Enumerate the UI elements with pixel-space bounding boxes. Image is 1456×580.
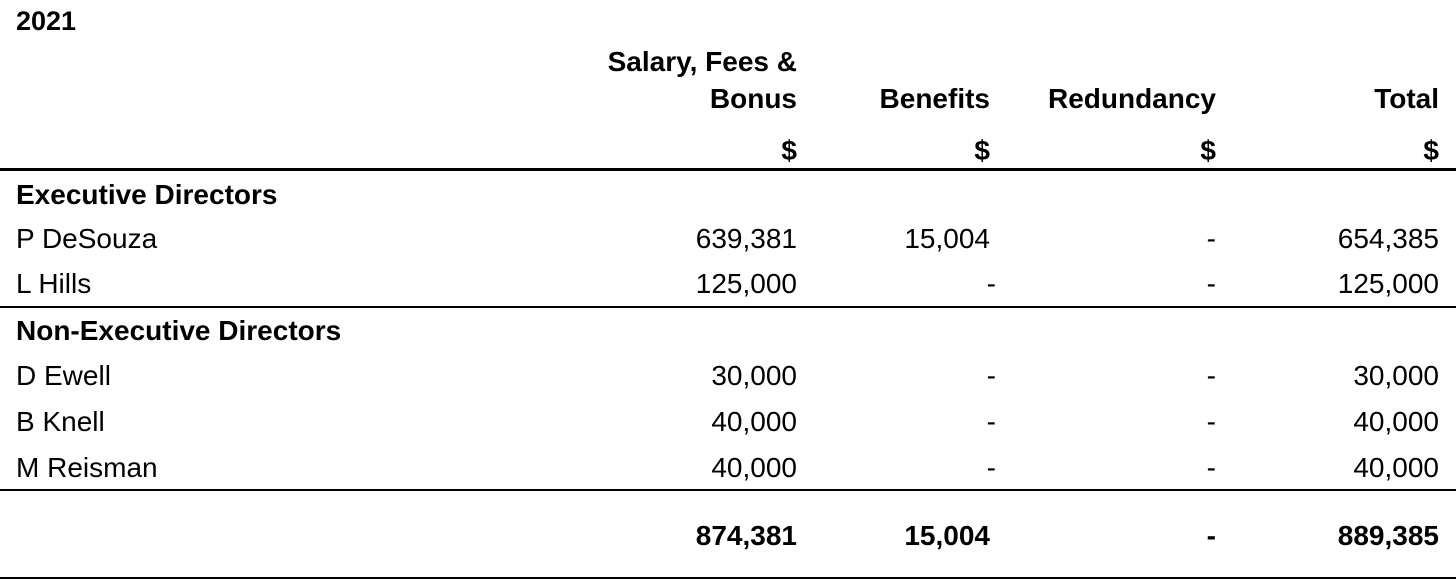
cell-benefits: - <box>986 452 996 483</box>
row-name: M Reisman <box>16 452 158 483</box>
table-year-title: 2021 <box>16 6 77 36</box>
column-header-salary-line2: Bonus <box>709 83 797 114</box>
cell-total: 40,000 <box>1353 452 1439 483</box>
column-unit-redundancy: $ <box>1200 135 1216 166</box>
cell-redundancy: - <box>1206 268 1216 299</box>
cell-redundancy: - <box>1206 223 1216 254</box>
header-divider <box>0 168 1456 171</box>
cell-total: 125,000 <box>1337 268 1439 299</box>
cell-salary: 30,000 <box>711 360 797 391</box>
row-name: L Hills <box>16 268 92 299</box>
cell-salary: 639,381 <box>695 223 797 254</box>
cell-redundancy: - <box>1206 452 1216 483</box>
total-redundancy: - <box>1206 520 1216 551</box>
totals-divider <box>0 489 1456 491</box>
cell-salary: 40,000 <box>711 452 797 483</box>
cell-salary: 40,000 <box>711 406 797 437</box>
cell-redundancy: - <box>1206 360 1216 391</box>
column-unit-salary: $ <box>781 135 797 166</box>
cell-benefits: - <box>986 268 996 299</box>
row-name: P DeSouza <box>16 223 158 254</box>
section-heading-executive: Executive Directors <box>16 179 278 210</box>
bottom-rule <box>0 577 1456 579</box>
row-name: B Knell <box>16 406 105 437</box>
row-name: D Ewell <box>16 360 111 391</box>
total-total: 889,385 <box>1337 520 1439 551</box>
column-header-salary-line1: Salary, Fees & <box>607 46 797 77</box>
section-divider <box>0 306 1456 308</box>
column-header-benefits: Benefits <box>879 83 990 114</box>
column-unit-total: $ <box>1423 135 1439 166</box>
column-header-total: Total <box>1374 83 1439 114</box>
cell-total: 40,000 <box>1353 406 1439 437</box>
cell-benefits: - <box>986 360 996 391</box>
cell-total: 30,000 <box>1353 360 1439 391</box>
total-salary: 874,381 <box>695 520 797 551</box>
column-header-redundancy: Redundancy <box>1047 83 1216 114</box>
cell-redundancy: - <box>1206 406 1216 437</box>
total-benefits: 15,004 <box>904 520 990 551</box>
cell-benefits: - <box>986 406 996 437</box>
cell-benefits: 15,004 <box>904 223 990 254</box>
cell-total: 654,385 <box>1337 223 1439 254</box>
section-heading-non-executive: Non-Executive Directors <box>16 315 342 346</box>
column-unit-benefits: $ <box>974 135 990 166</box>
cell-salary: 125,000 <box>695 268 797 299</box>
